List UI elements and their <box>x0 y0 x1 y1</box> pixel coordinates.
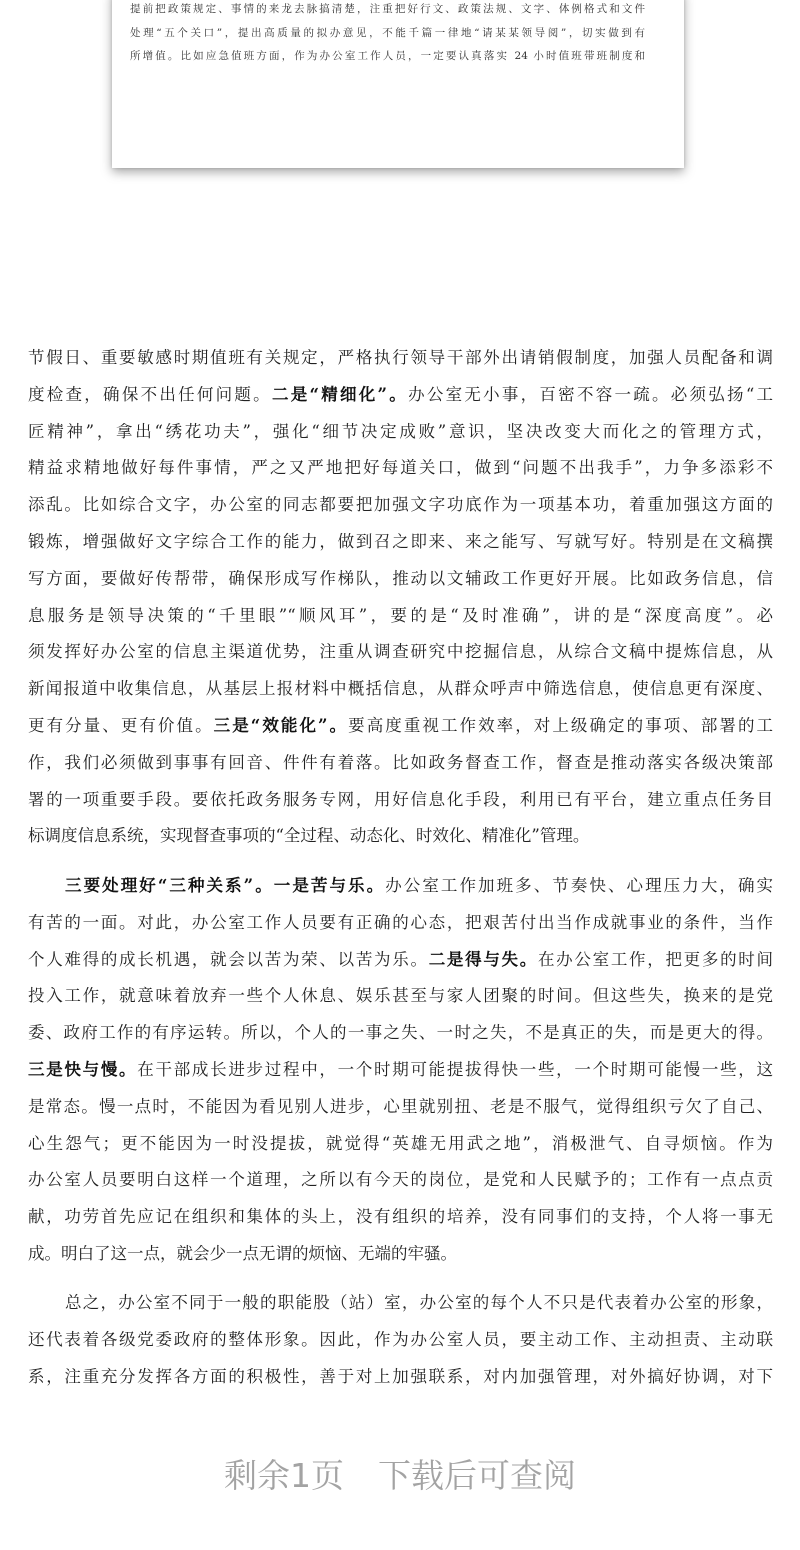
body-text: 总之，办公室不同于一般的职能股（站）室，办公室的每个人不只是代表着办公室的形象， <box>65 1293 773 1312</box>
body-text: 节假日、重要敏感时期值班有关规定，严格执行领导干部外出请销假制度，加强人员配备和调 <box>28 348 773 367</box>
body-text: 系，注重充分发挥各方面的积极性，善于对上加强联系，对内加强管理，对外搞好协调，对下 <box>28 1366 773 1386</box>
bold-heading-text: 三是快与慢。 <box>28 1059 138 1079</box>
text-line <box>28 450 773 487</box>
body-text: 写方面，要做好传帮带，确保形成写作梯队，推动以文辅政工作更好开展。比如政务信息，信 <box>28 568 773 588</box>
text-line <box>28 1322 773 1359</box>
body-text: 办公室人员要明白这样一个道理，之所以有今天的岗位，是党和人民赋予的；工作有一点点贡 <box>28 1170 773 1190</box>
body-text: 成。明白了这一点，就会少一点无谓的烦恼、无端的牢骚。 <box>28 1243 457 1263</box>
body-text: 个人难得的成长机遇，就会以苦为荣、以苦为乐。 <box>28 949 429 969</box>
body-text: 办公室工作加班多、节奏快、心理压力大，确实 <box>385 876 773 895</box>
body-text: 在办公室工作，把更多的时间 <box>537 949 773 969</box>
body-text: 还代表着各级党委政府的整体形象。因此，作为办公室人员，要主动工作、主动担责、主动联 <box>28 1329 773 1349</box>
body-text: 心生怨气；更不能因为一时没提拔，就觉得“英雄无用武之地”，消极泄气、自寻烦恼。作为 <box>28 1133 773 1153</box>
body-text: 有苦的一面。对此，办公室工作人员要有正确的心态，把艰苦付出当作成就事业的条件，当作 <box>28 912 773 932</box>
body-text: 添乱。比如综合文字，办公室的同志都要把加强文字功底作为一项基本功，着重加强这方面的 <box>28 495 773 515</box>
remaining-pages-label[interactable]: 剩余1页 <box>224 1456 344 1495</box>
text-line <box>28 487 773 524</box>
body-text: 新闻报道中收集信息，从基层上报材料中概括信息，从群众呼声中筛选信息，使信息更有深度、 <box>28 679 773 699</box>
preview-card-text <box>130 0 645 69</box>
text-line <box>28 708 773 745</box>
text-line <box>28 1199 773 1236</box>
text-line <box>28 978 773 1015</box>
text-line <box>28 671 773 708</box>
text-line <box>28 905 773 942</box>
body-text: 度检查，确保不出任何问题。 <box>28 384 272 404</box>
text-line <box>28 377 773 414</box>
download-to-read-more-banner[interactable] <box>0 1450 800 1497</box>
body-text: 更有分量、更有价值。 <box>28 715 214 735</box>
text-line <box>28 561 773 598</box>
bold-heading-text: 三要处理好“三种关系”。一是苦与乐。 <box>65 876 386 895</box>
bold-heading-text: 二是“精细化”。 <box>271 384 409 404</box>
body-text: 要高度重视工作效率，对上级确定的事项、部署的工 <box>348 715 773 735</box>
text-line <box>28 1285 773 1322</box>
text-line <box>28 1089 773 1126</box>
previous-page-preview-card <box>112 0 684 168</box>
text-line <box>28 782 773 819</box>
body-text: 标调度信息系统，实现督查事项的“全过程、动态化、时效化、精准化”管理。 <box>28 826 590 846</box>
text-line <box>28 1359 773 1396</box>
preview-line: 所增值。比如应急值班方面，作为办公室工作人员，一定要认真落实 24 小时值班带班制度和 <box>130 50 645 62</box>
text-line <box>28 414 773 451</box>
preview-line: 处理“五个关口”，提出高质量的拟办意见，不能千篇一律地“请某某领导阅”，切实做到有 <box>130 26 645 39</box>
text-line <box>28 818 773 855</box>
body-text: 锻炼，增强做好文字综合工作的能力，做到召之即来、来之能写、写就写好。特别是在文稿撰 <box>28 531 773 551</box>
body-text: 献，功劳首先应记在组织和集体的头上，没有组织的培养，没有同事们的支持，个人将一事无 <box>28 1207 773 1227</box>
text-line <box>28 1052 773 1089</box>
body-text: 委、政府工作的有序运转。所以，个人的一事之失、一时之失，不是真正的失，而是更大的得。 <box>28 1023 773 1043</box>
body-text: 署的一项重要手段。要依托政务服务专网，用好信息化手段，利用已有平台，建立重点任务目 <box>28 789 773 809</box>
paragraph-three-relations <box>28 868 773 1273</box>
text-line <box>28 598 773 635</box>
text-line <box>28 524 773 561</box>
body-text: 办公室无小事，百密不容一疏。必须弘扬“工 <box>408 384 773 404</box>
body-text: 息服务是领导决策的“千里眼”“顺风耳”，要的是“及时准确”，讲的是“深度高度”。必 <box>28 605 773 625</box>
bold-heading-text: 三是“效能化”。 <box>213 715 349 735</box>
text-line <box>28 1236 773 1273</box>
text-line <box>28 1162 773 1199</box>
text-line <box>28 340 773 377</box>
text-line <box>28 634 773 671</box>
body-text: 投入工作，就意味着放弃一些个人休息、娱乐甚至与家人团聚的时间。但这些失，换来的是党 <box>28 986 773 1006</box>
text-line <box>28 745 773 782</box>
body-text: 精益求精地做好每件事情，严之又严地把好每道关口，做到“问题不出我手”，力争多添彩不 <box>28 458 773 478</box>
text-line <box>28 942 773 979</box>
body-text: 是常态。慢一点时，不能因为看见别人进步，心里就别扭、老是不服气，觉得组织亏欠了自己、 <box>28 1096 773 1116</box>
paragraph-efficiency <box>28 340 773 855</box>
body-text: 须发挥好办公室的信息主渠道优势，注重从调查研究中挖掘信息，从综合文稿中提炼信息，从 <box>28 642 773 662</box>
bold-heading-text: 二是得与失。 <box>428 949 538 969</box>
preview-line: 提前把政策规定、事情的来龙去脉搞清楚，注重把好行文、政策法规、文字、体例格式和文件 <box>130 3 645 15</box>
body-text: 在干部成长进步过程中，一个时期可能提拔得快一些，一个时期可能慢一些，这 <box>137 1059 773 1079</box>
text-line <box>28 1015 773 1052</box>
body-text: 匠精神”，拿出“绣花功夫”，强化“细节决定成败”意识，坚决改变大而化之的管理方式， <box>28 421 773 441</box>
paragraph-conclusion <box>28 1285 773 1395</box>
body-text: 作，我们必须做到事事有回音、件件有着落。比如政务督查工作，督查是推动落实各级决策部 <box>28 752 773 772</box>
text-line <box>28 1126 773 1163</box>
text-line <box>28 868 773 905</box>
download-hint-label[interactable]: 下载后可查阅 <box>378 1456 576 1495</box>
